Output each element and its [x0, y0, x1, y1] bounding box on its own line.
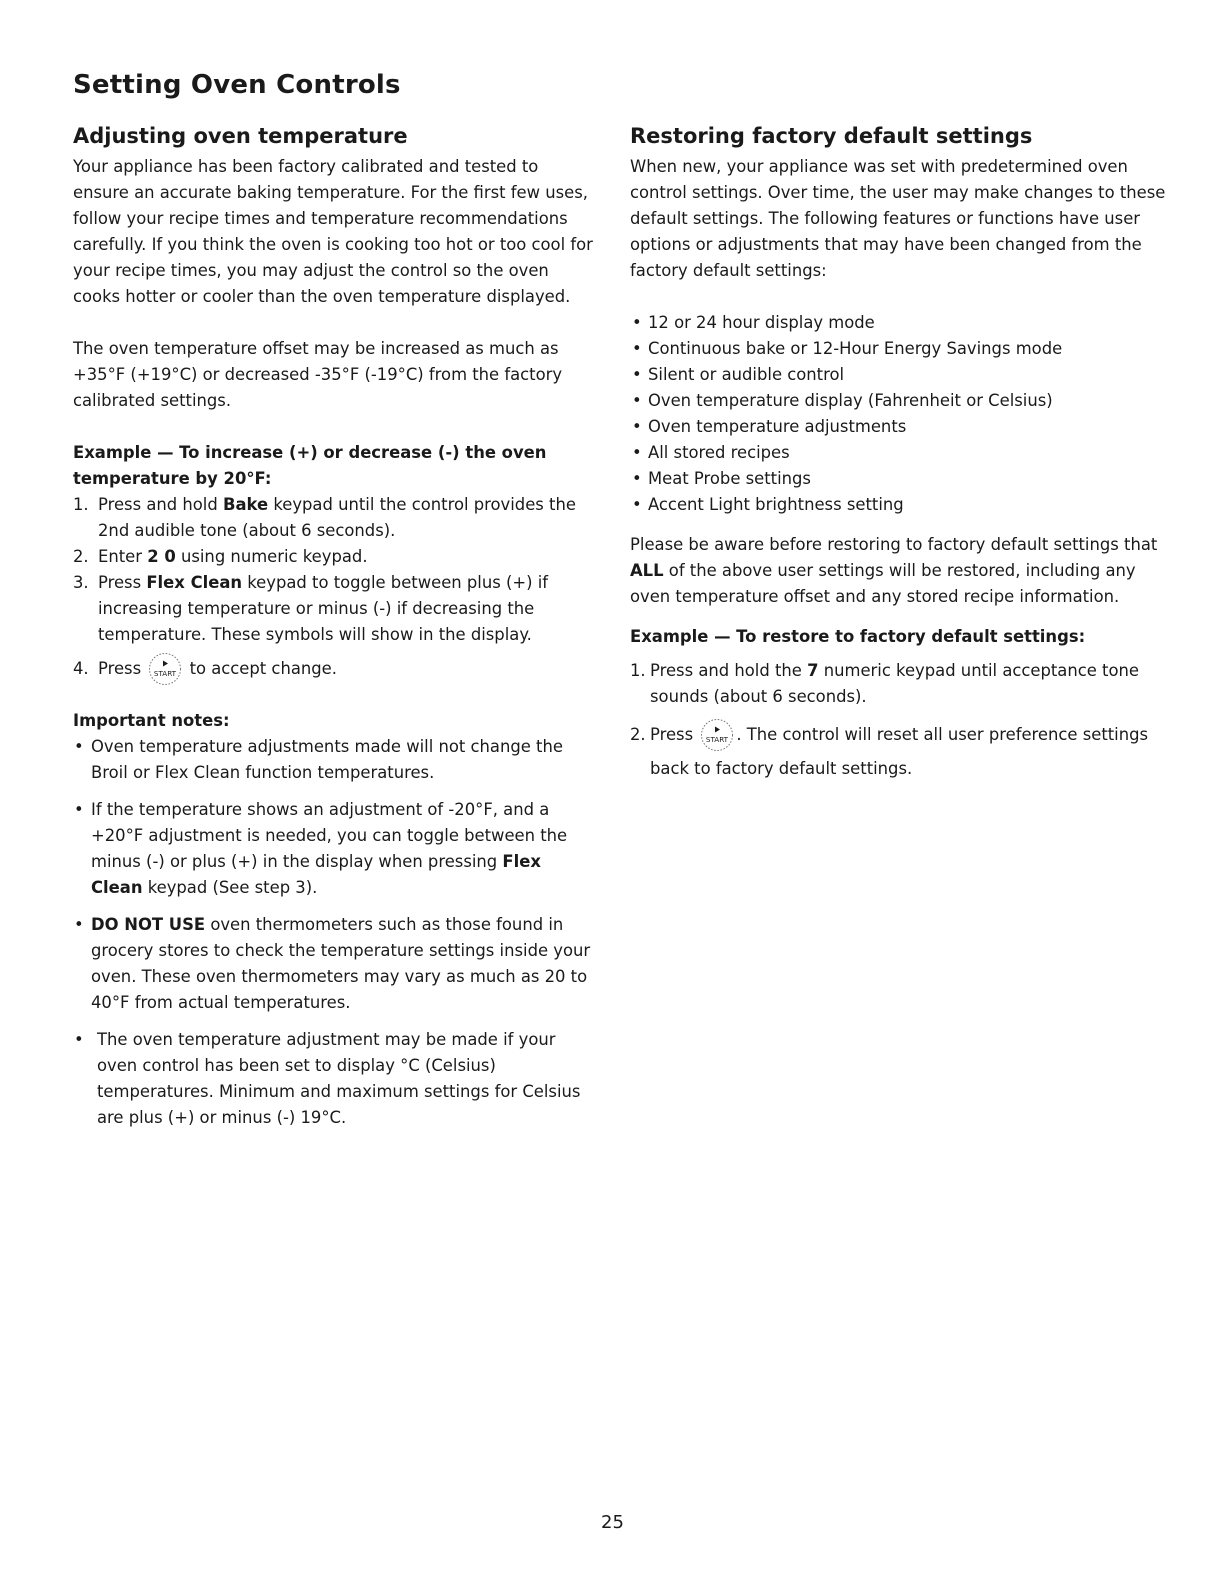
page-title: Setting Oven Controls: [73, 70, 401, 100]
note-item: • The oven temperature adjustment may be made if your oven control has been set to display °C (Celsius) temperatures. Minimum and maximum settings for Celsius are plus (+) or minus (-) 19°C.: [73, 1027, 598, 1131]
important-notes-list: [73, 734, 598, 1131]
adjusting-temperature-section: [73, 124, 598, 1142]
feature-item: • Oven temperature adjustments: [630, 414, 1170, 440]
feature-item: • Meat Probe settings: [630, 466, 1170, 492]
section-heading-restoring: Restoring factory default settings: [630, 124, 1033, 148]
step-item: 1. Press and hold the 7 numeric keypad until acceptance tone sounds (about 6 seconds).: [630, 661, 1139, 706]
section-heading-adjusting: Adjusting oven temperature: [73, 124, 408, 148]
start-button-icon: [148, 652, 182, 686]
intro-paragraph: Your appliance has been factory calibrated and tested to ensure an accurate baking temperature. For the first few uses, follow your recipe times and temperature recommendations carefully. If you think the oven is cooking too hot or too cool for your recipe times, you may adjust the control so the oven cooks hotter or cooler than the oven temperature displayed.: [73, 157, 593, 306]
note-item: • Oven temperature adjustments made will not change the Broil or Flex Clean function temperatures.: [73, 734, 598, 786]
feature-item: • All stored recipes: [630, 440, 1170, 466]
features-list: [630, 310, 1170, 518]
notes-heading: Important notes:: [73, 711, 230, 730]
page-number: 25: [601, 1512, 624, 1533]
svg-text:START: START: [154, 668, 177, 678]
restore-example-heading: Example — To restore to factory default settings:: [630, 627, 1086, 646]
note-item: • If the temperature shows an adjustment of -20°F, and a +20°F adjustment is needed, you can toggle between the minus (-) or plus (+) in the display when pressing Flex Clean keypad (See step 3).: [73, 797, 598, 901]
feature-item: • Oven temperature display (Fahrenheit or Celsius): [630, 388, 1170, 414]
feature-item: • Silent or audible control: [630, 362, 1170, 388]
restore-steps-list: [630, 658, 1170, 786]
restore-defaults-section: [630, 124, 1170, 786]
step-item: 1. Press and hold Bake keypad until the control provides the 2nd audible tone (about 6 seconds).: [73, 495, 576, 540]
example-heading: Example — To increase (+) or decrease (-) the oven temperature by 20°F:: [73, 443, 547, 488]
restore-warning-paragraph: Please be aware before restoring to factory default settings that ALL of the above user settings will be restored, including any oven temperature offset and any stored recipe information.: [630, 535, 1158, 606]
feature-item: • Continuous bake or 12-Hour Energy Savings mode: [630, 336, 1170, 362]
step-item: 2. Press START . The control will reset all user preference settings back to factory default settings.: [630, 718, 1170, 786]
feature-item: • Accent Light brightness setting: [630, 492, 1170, 518]
offset-paragraph: The oven temperature offset may be increased as much as +35°F (+19°C) or decreased -35°F (-19°C) from the factory calibrated settings.: [73, 339, 563, 410]
restore-intro-paragraph: When new, your appliance was set with predetermined oven control settings. Over time, the user may make changes to these default settings. The following features or functions have user options or adjustments that may have been changed from the factory default settings:: [630, 157, 1166, 280]
start-button-icon: [700, 718, 734, 752]
step-item: 2. Enter 2 0 using numeric keypad.: [73, 547, 368, 566]
note-item: • DO NOT USE oven thermometers such as those found in grocery stores to check the temperature settings inside your oven. These oven thermometers may vary as much as 20 to 40°F from actual temperatures.: [73, 912, 598, 1016]
adjust-steps-list: [73, 492, 598, 682]
step-item: 4. Press START to accept change.: [73, 656, 598, 682]
feature-item: • 12 or 24 hour display mode: [630, 310, 1170, 336]
step-item: 3. Press Flex Clean keypad to toggle between plus (+) if increasing temperature or minus (-) if decreasing the temperature. These symbols will show in the display.: [73, 573, 549, 644]
svg-text:START: START: [706, 734, 729, 744]
